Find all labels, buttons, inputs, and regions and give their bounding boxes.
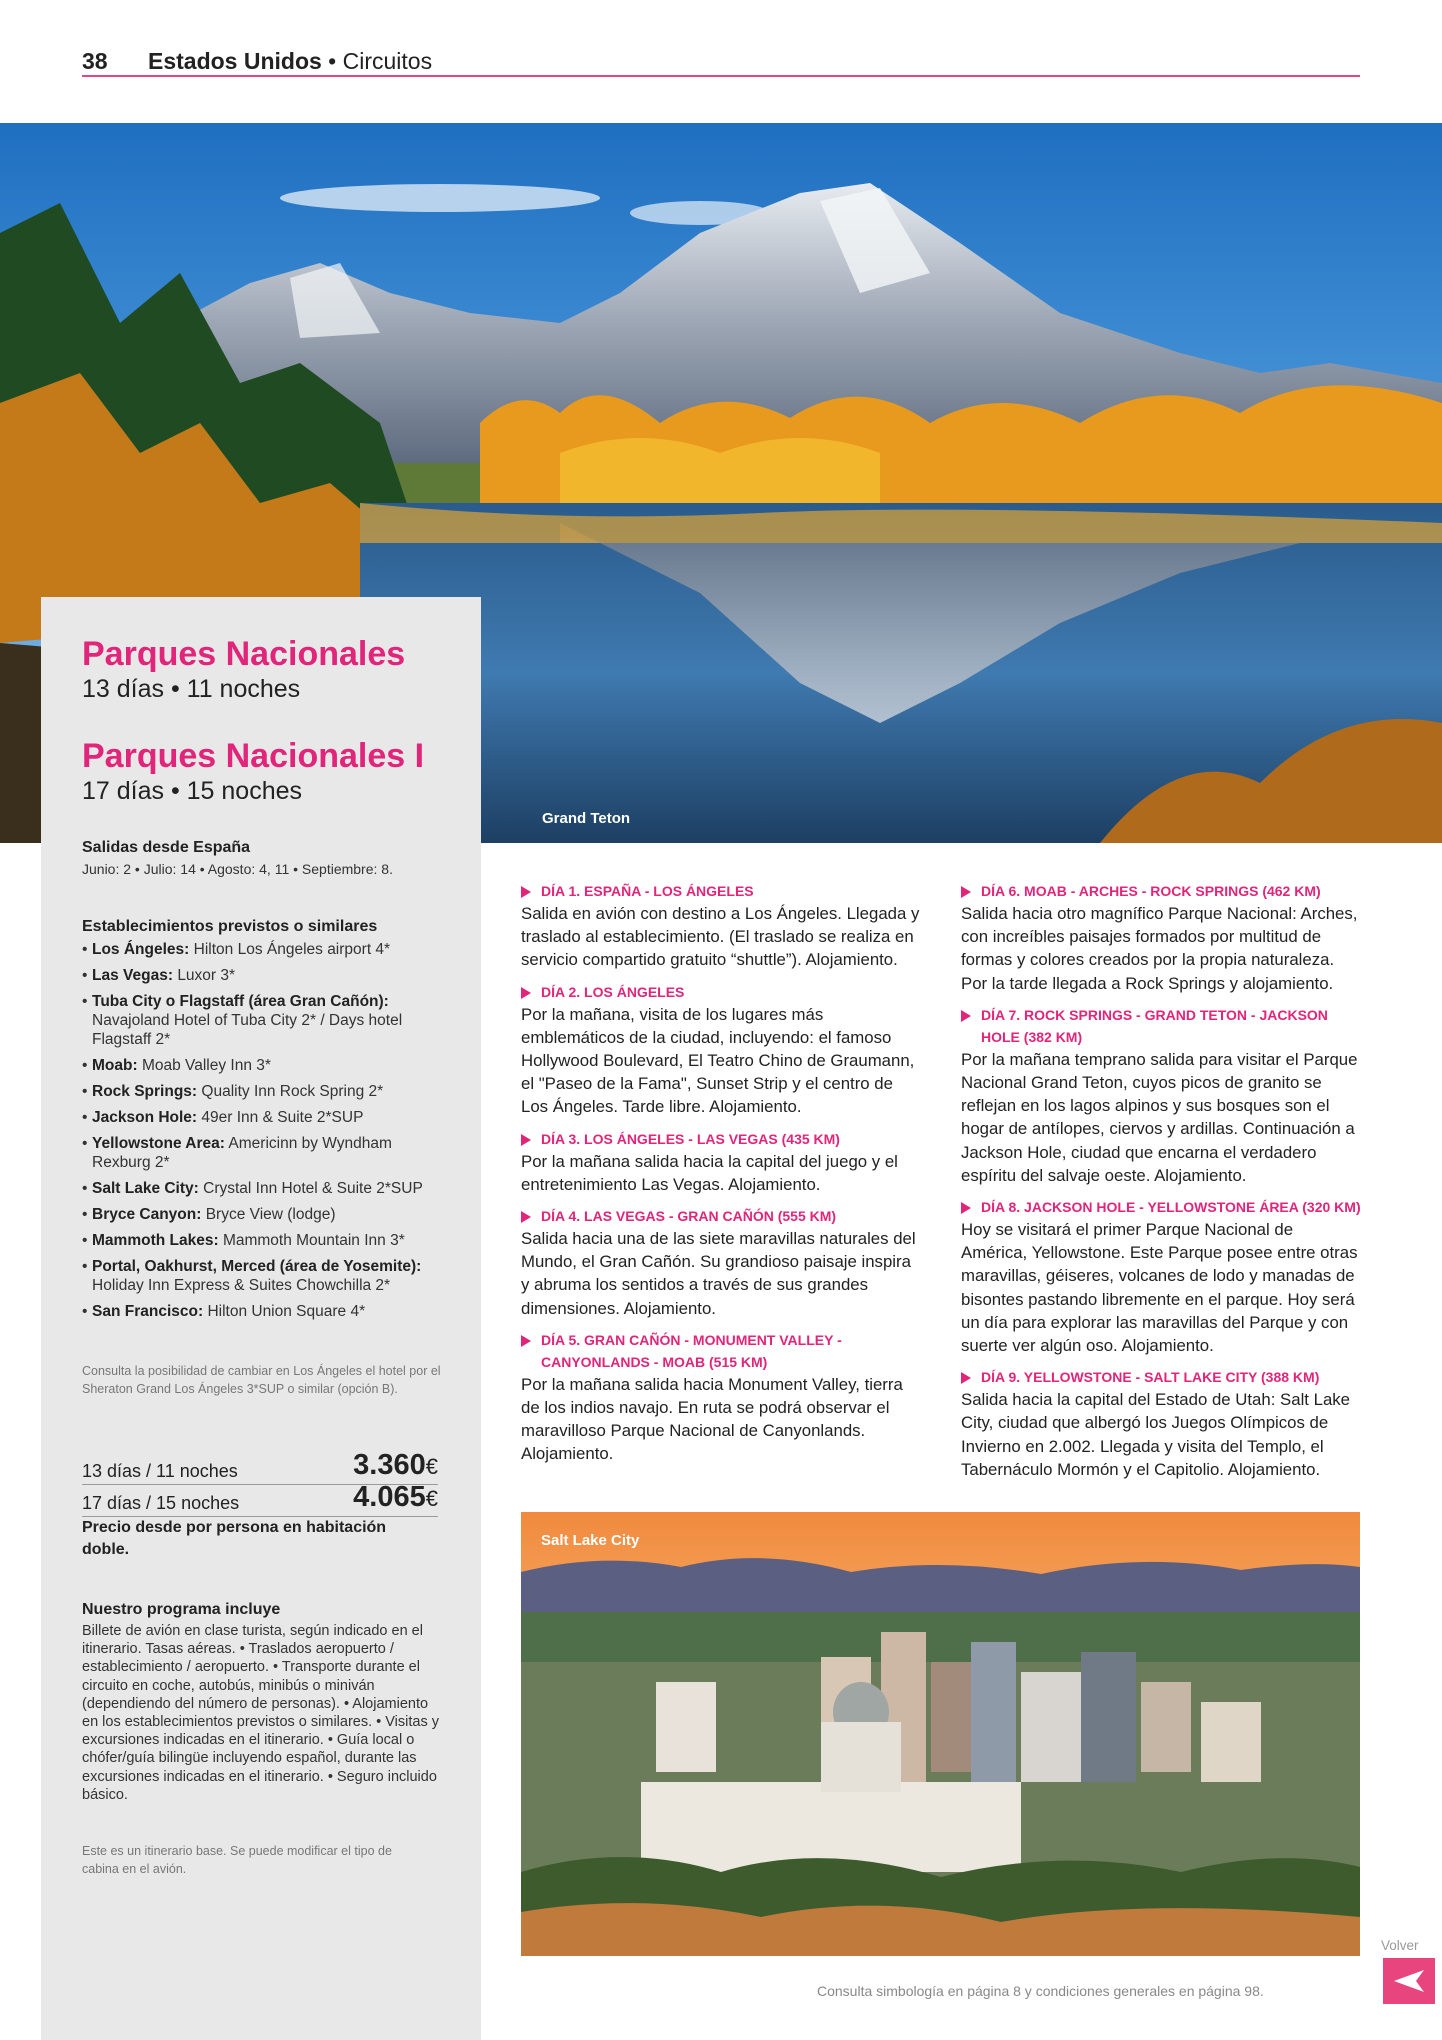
itinerary-column-2 (961, 880, 1361, 1490)
hotel-item: • Yellowstone Area: Americinn by Wyndham Rexburg 2* (82, 1134, 452, 1172)
departures-label: Salidas desde España (82, 839, 251, 856)
day-text: Salida hacia una de las siete maravillas naturales del Mundo, el Gran Cañón. Su grandioso paisaje inspira y abruma los sentidos a través de sus grandes dimensiones. Alojamiento. (521, 1229, 916, 1318)
hotels-list (82, 940, 452, 1321)
price-note: Precio desde por persona en habitación doble. (82, 1519, 387, 1558)
header-country: Estados Unidos (147, 48, 322, 74)
hotel-item: • Rock Springs: Quality Inn Rock Spring 2* (82, 1082, 452, 1101)
itinerary-column-1 (521, 880, 921, 1475)
back-label[interactable]: Volver (1381, 1938, 1419, 1953)
header-rule (82, 75, 1360, 77)
day-title: DÍA 3. LOS ÁNGELES - LAS VEGAS (435 KM) (521, 1128, 921, 1150)
itinerary-day (521, 880, 921, 972)
itinerary-day (521, 1128, 921, 1196)
day-text: Por la mañana salida hacia la capital del juego y el entretenimiento Las Vegas. Alojamiento. (521, 1151, 898, 1194)
header-separator: • (321, 48, 343, 74)
hotel-change-note: Consulta la posibilidad de cambiar en Los Ángeles el hotel por el Sheraton Grand Los Ángeles 3*SUP o similar (opción B). (82, 1364, 441, 1396)
itinerary-day (961, 1196, 1361, 1357)
trip-duration-1: 13 días • 11 noches (82, 675, 301, 703)
hero-caption: Grand Teton (542, 810, 631, 827)
itinerary-base-note: Este es un itinerario base. Se puede modificar el tipo de cabina en el avión. (82, 1844, 392, 1876)
itinerary-day (961, 1366, 1361, 1481)
price-row-17-days (82, 1481, 438, 1517)
hotel-item: • Jackson Hole: 49er Inn & Suite 2*SUP (82, 1108, 452, 1127)
day-text: Salida hacia la capital del Estado de Utah: Salt Lake City, ciudad que albergó los Juegos Olímpicos de Invierno en 2.002. Llegada y visita del Templo, el Tabernáculo Mormón y el Capitolio. Alojamiento. (961, 1390, 1351, 1479)
price-value: 3.360€ (353, 1449, 438, 1481)
trip-duration-2: 17 días • 15 noches (82, 777, 303, 805)
price-label: 13 días / 11 noches (82, 1461, 238, 1481)
itinerary-day (521, 981, 921, 1119)
day-text: Por la mañana salida hacia Monument Valley, tierra de los indios navajo. En ruta se podrá observar el maravilloso Parque Nacional de Canyonlands. Alojamiento. (521, 1374, 903, 1464)
departures-dates: Junio: 2 • Julio: 14 • Agosto: 4, 11 • Septiembre: 8. (82, 861, 393, 877)
hotel-item: • Moab: Moab Valley Inn 3* (82, 1056, 452, 1075)
sidebar-panel (41, 597, 481, 2040)
day-text: Por la mañana temprano salida para visitar el Parque Nacional Grand Teton, cuyos picos de granito se reflejan en los lagos alpinos y sus bosques son el hogar de antílopes, ciervos y ardillas. Continuación a Jackson Hole, ciudad que encarna el verdadero espíritu del salvaje oeste. Alojamiento. (961, 1049, 1358, 1185)
trip-title-2: Parques Nacionales I (82, 737, 425, 775)
hotel-item: • Portal, Oakhurst, Merced (área de Yosemite): Holiday Inn Express & Suites Chowchilla 2* (82, 1257, 452, 1295)
price-value: 4.065€ (353, 1481, 438, 1513)
day-title: DÍA 4. LAS VEGAS - GRAN CAÑÓN (555 KM) (521, 1205, 921, 1227)
day-title: DÍA 6. MOAB - ARCHES - ROCK SPRINGS (462 KM) (961, 880, 1361, 902)
slc-photo (521, 1512, 1360, 1956)
header-section: Circuitos (342, 48, 433, 74)
hotel-item: • Las Vegas: Luxor 3* (82, 966, 452, 985)
page-number: 38 (82, 48, 108, 74)
hotel-item: • San Francisco: Hilton Union Square 4* (82, 1302, 452, 1321)
hotel-item: • Mammoth Lakes: Mammoth Mountain Inn 3* (82, 1231, 452, 1250)
day-title: DÍA 7. ROCK SPRINGS - GRAND TETON - JACKSON HOLE (382 KM) (961, 1004, 1361, 1048)
hotel-item: • Salt Lake City: Crystal Inn Hotel & Suite 2*SUP (82, 1179, 452, 1198)
includes-text: Billete de avión en clase turista, según indicado en el itinerario. Tasas aéreas. • Traslados aeropuerto / establecimiento / aeropuerto. • Transporte durante el circuito en coche, autobús, minibús o miniván (dependiendo del número de personas). • Alojamiento en los establecimientos previstos o similares. • Visitas y excursiones indicadas en el itinerario. • Guía local o chófer/guía bilingüe incluyendo español, durante las excursiones indicadas en el itinerario. • Seguro incluido básico. (82, 1623, 439, 1803)
day-title: DÍA 8. JACKSON HOLE - YELLOWSTONE ÁREA (320 KM) (961, 1196, 1361, 1218)
day-title: DÍA 9. YELLOWSTONE - SALT LAKE CITY (388 KM) (961, 1366, 1361, 1388)
hotel-item: • Bryce Canyon: Bryce View (lodge) (82, 1205, 452, 1224)
departures-block (82, 839, 393, 877)
price-row-13-days (82, 1449, 438, 1485)
day-title: DÍA 2. LOS ÁNGELES (521, 981, 921, 1003)
includes-label: Nuestro programa incluye (82, 1601, 281, 1618)
page-header (82, 48, 432, 75)
hotel-item: • Tuba City o Flagstaff (área Gran Cañón): Navajoland Hotel of Tuba City 2* / Days hotel Flagstaff 2* (82, 992, 452, 1049)
day-text: Por la mañana, visita de los lugares más emblemáticos de la ciudad, incluyendo: el famoso Hollywood Boulevard, El Teatro Chino de Graumann, el "Paseo de la Fama", Sunset Strip y el centro de Los Ángeles. Tarde libre. Alojamiento. (521, 1004, 915, 1117)
itinerary-day (521, 1329, 921, 1466)
slc-caption: Salt Lake City (541, 1532, 640, 1549)
day-text: Salida en avión con destino a Los Ángeles. Llegada y traslado al establecimiento. (El traslado se realiza en servicio compartido gratuito “shuttle”). Alojamiento. (521, 904, 920, 970)
hotels-label: Establecimientos previstos o similares (82, 918, 378, 935)
hotels-block (82, 918, 452, 1328)
back-arrow-icon (1392, 1968, 1426, 1994)
price-label: 17 días / 15 noches (82, 1493, 240, 1513)
itinerary-day (961, 880, 1361, 995)
day-text: Hoy se visitará el primer Parque Nacional de América, Yellowstone. Este Parque posee entre otras maravillas, géiseres, volcanes de lodo y manadas de bisontes pastando libremente en el parque. Hoy será un día para explorar las maravillas del Parque y con suerte ver algún oso. Alojamiento. (961, 1220, 1358, 1356)
back-button[interactable] (1383, 1958, 1435, 2004)
trip-title-1: Parques Nacionales (82, 635, 406, 673)
day-title: DÍA 5. GRAN CAÑÓN - MONUMENT VALLEY - CANYONLANDS - MOAB (515 KM) (521, 1329, 921, 1373)
itinerary-day (521, 1205, 921, 1320)
hotel-item: • Los Ángeles: Hilton Los Ángeles airport 4* (82, 940, 452, 959)
itinerary-day (961, 1004, 1361, 1187)
footer-note: Consulta simbología en página 8 y condiciones generales en página 98. (817, 1983, 1264, 1999)
includes-block (82, 1601, 442, 1804)
day-title: DÍA 1. ESPAÑA - LOS ÁNGELES (521, 880, 921, 902)
day-text: Salida hacia otro magnífico Parque Nacional: Arches, con increíbles paisajes formados por multitud de formas y colores creados por la propia naturaleza. Por la tarde llegada a Rock Springs y alojamiento. (961, 904, 1358, 993)
